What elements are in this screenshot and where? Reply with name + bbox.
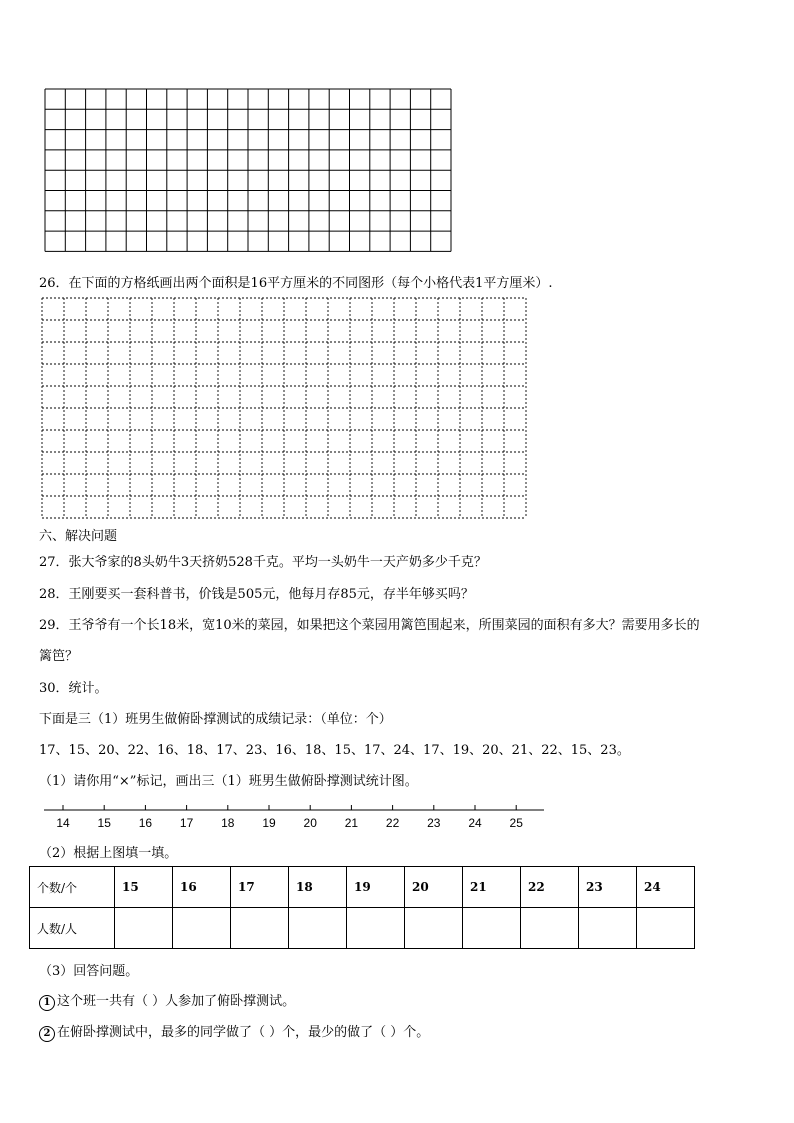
table-cell-blank[interactable]: [115, 908, 173, 949]
table-cell-blank[interactable]: [637, 908, 695, 949]
number-line-tick-label: 24: [468, 816, 482, 830]
circled-number-2: 2: [39, 1026, 55, 1042]
question-26-text: 在下面的方格纸画出两个面积是16平方厘米的不同图形（每个小格代表1平方厘米）.: [68, 276, 553, 291]
question-26-number: 26．: [39, 276, 69, 291]
question-30-part3: （3）回答问题。: [39, 964, 139, 979]
number-line-tick-label: 19: [262, 816, 276, 830]
table-row-count: [30, 867, 695, 908]
question-30-part2: （2）根据上图填一填。: [39, 846, 178, 861]
question-30-number: 30．: [39, 681, 69, 696]
table-cell-value: 22: [521, 867, 579, 908]
question-29-line2: 篱笆？: [39, 649, 79, 664]
question-30-sub2: [39, 1021, 429, 1042]
number-line-tick-label: 14: [56, 816, 70, 830]
table-header-count: 个数/个: [30, 867, 115, 908]
table-cell-blank[interactable]: [463, 908, 521, 949]
question-30-part1: （1）请你用“×”标记，画出三（1）班男生做俯卧撑测试统计图。: [39, 774, 418, 789]
question-30-intro: 下面是三（1）班男生做俯卧撑测试的成绩记录：（单位：个）: [39, 712, 392, 727]
question-29-line1: 王爷爷有一个长18米，宽10米的菜园，如果把这个菜园用篱笆围起来，所围菜园的面积有多大？需要用多长的: [68, 618, 700, 633]
question-30-title: 统计。: [68, 681, 108, 696]
question-30-sub1: [39, 990, 295, 1011]
table-cell-value: 19: [347, 867, 405, 908]
question-29: [39, 614, 700, 633]
question-27: [39, 551, 487, 570]
number-line-tick-label: 21: [344, 816, 359, 830]
question-30-data: 17、15、20、22、16、18、17、23、16、18、15、17、24、17、19、20、21、22、15、23。: [39, 743, 630, 758]
table-cell-blank[interactable]: [521, 908, 579, 949]
circled-number-1: 1: [39, 995, 55, 1011]
question-30: [39, 677, 108, 696]
question-27-number: 27．: [39, 555, 69, 570]
table-cell-blank[interactable]: [347, 908, 405, 949]
number-line-tick-label: 17: [179, 816, 194, 830]
question-29-number: 29．: [39, 618, 69, 633]
table-cell-value: 21: [463, 867, 521, 908]
table-cell-value: 23: [579, 867, 637, 908]
table-row-people: [30, 908, 695, 949]
number-line-tick-label: 15: [97, 816, 111, 830]
question-28-number: 28．: [39, 587, 69, 602]
square-grid-dashed: [41, 297, 529, 521]
section-6-title: 六、解决问题: [39, 529, 118, 544]
number-line-tick-label: 18: [221, 816, 235, 830]
number-line-tick-label: 23: [427, 816, 441, 830]
question-30-sub2-text: 在俯卧撑测试中，最多的同学做了（ ）个，最少的做了（ ）个。: [57, 1025, 430, 1040]
number-line-tick-label: 25: [509, 816, 523, 830]
question-27-text: 张大爷家的8头奶牛3天挤奶528千克。平均一头奶牛一天产奶多少千克？: [68, 555, 487, 570]
question-30-sub1-text: 这个班一共有（ ）人参加了俯卧撑测试。: [57, 994, 296, 1009]
count-table: [29, 866, 695, 949]
number-line-tick-label: 22: [385, 816, 400, 830]
table-cell-value: 20: [405, 867, 463, 908]
table-cell-value: 15: [115, 867, 173, 908]
question-26: [39, 272, 553, 291]
number-line-tick-label: 20: [303, 816, 317, 830]
number-line-tick-label: 16: [138, 816, 153, 830]
table-cell-blank[interactable]: [405, 908, 463, 949]
table-cell-value: 18: [289, 867, 347, 908]
table-cell-value: 17: [231, 867, 289, 908]
square-grid-solid: [44, 88, 454, 254]
table-cell-blank[interactable]: [579, 908, 637, 949]
table-cell-value: 24: [637, 867, 695, 908]
number-line[interactable]: [44, 802, 548, 830]
table-cell-blank[interactable]: [289, 908, 347, 949]
question-28-text: 王刚要买一套科普书，价钱是505元，他每月存85元，存半年够买吗？: [68, 587, 474, 602]
question-28: [39, 583, 474, 602]
table-header-people: 人数/人: [30, 908, 115, 949]
table-cell-blank[interactable]: [231, 908, 289, 949]
table-cell-value: 16: [173, 867, 231, 908]
table-cell-blank[interactable]: [173, 908, 231, 949]
